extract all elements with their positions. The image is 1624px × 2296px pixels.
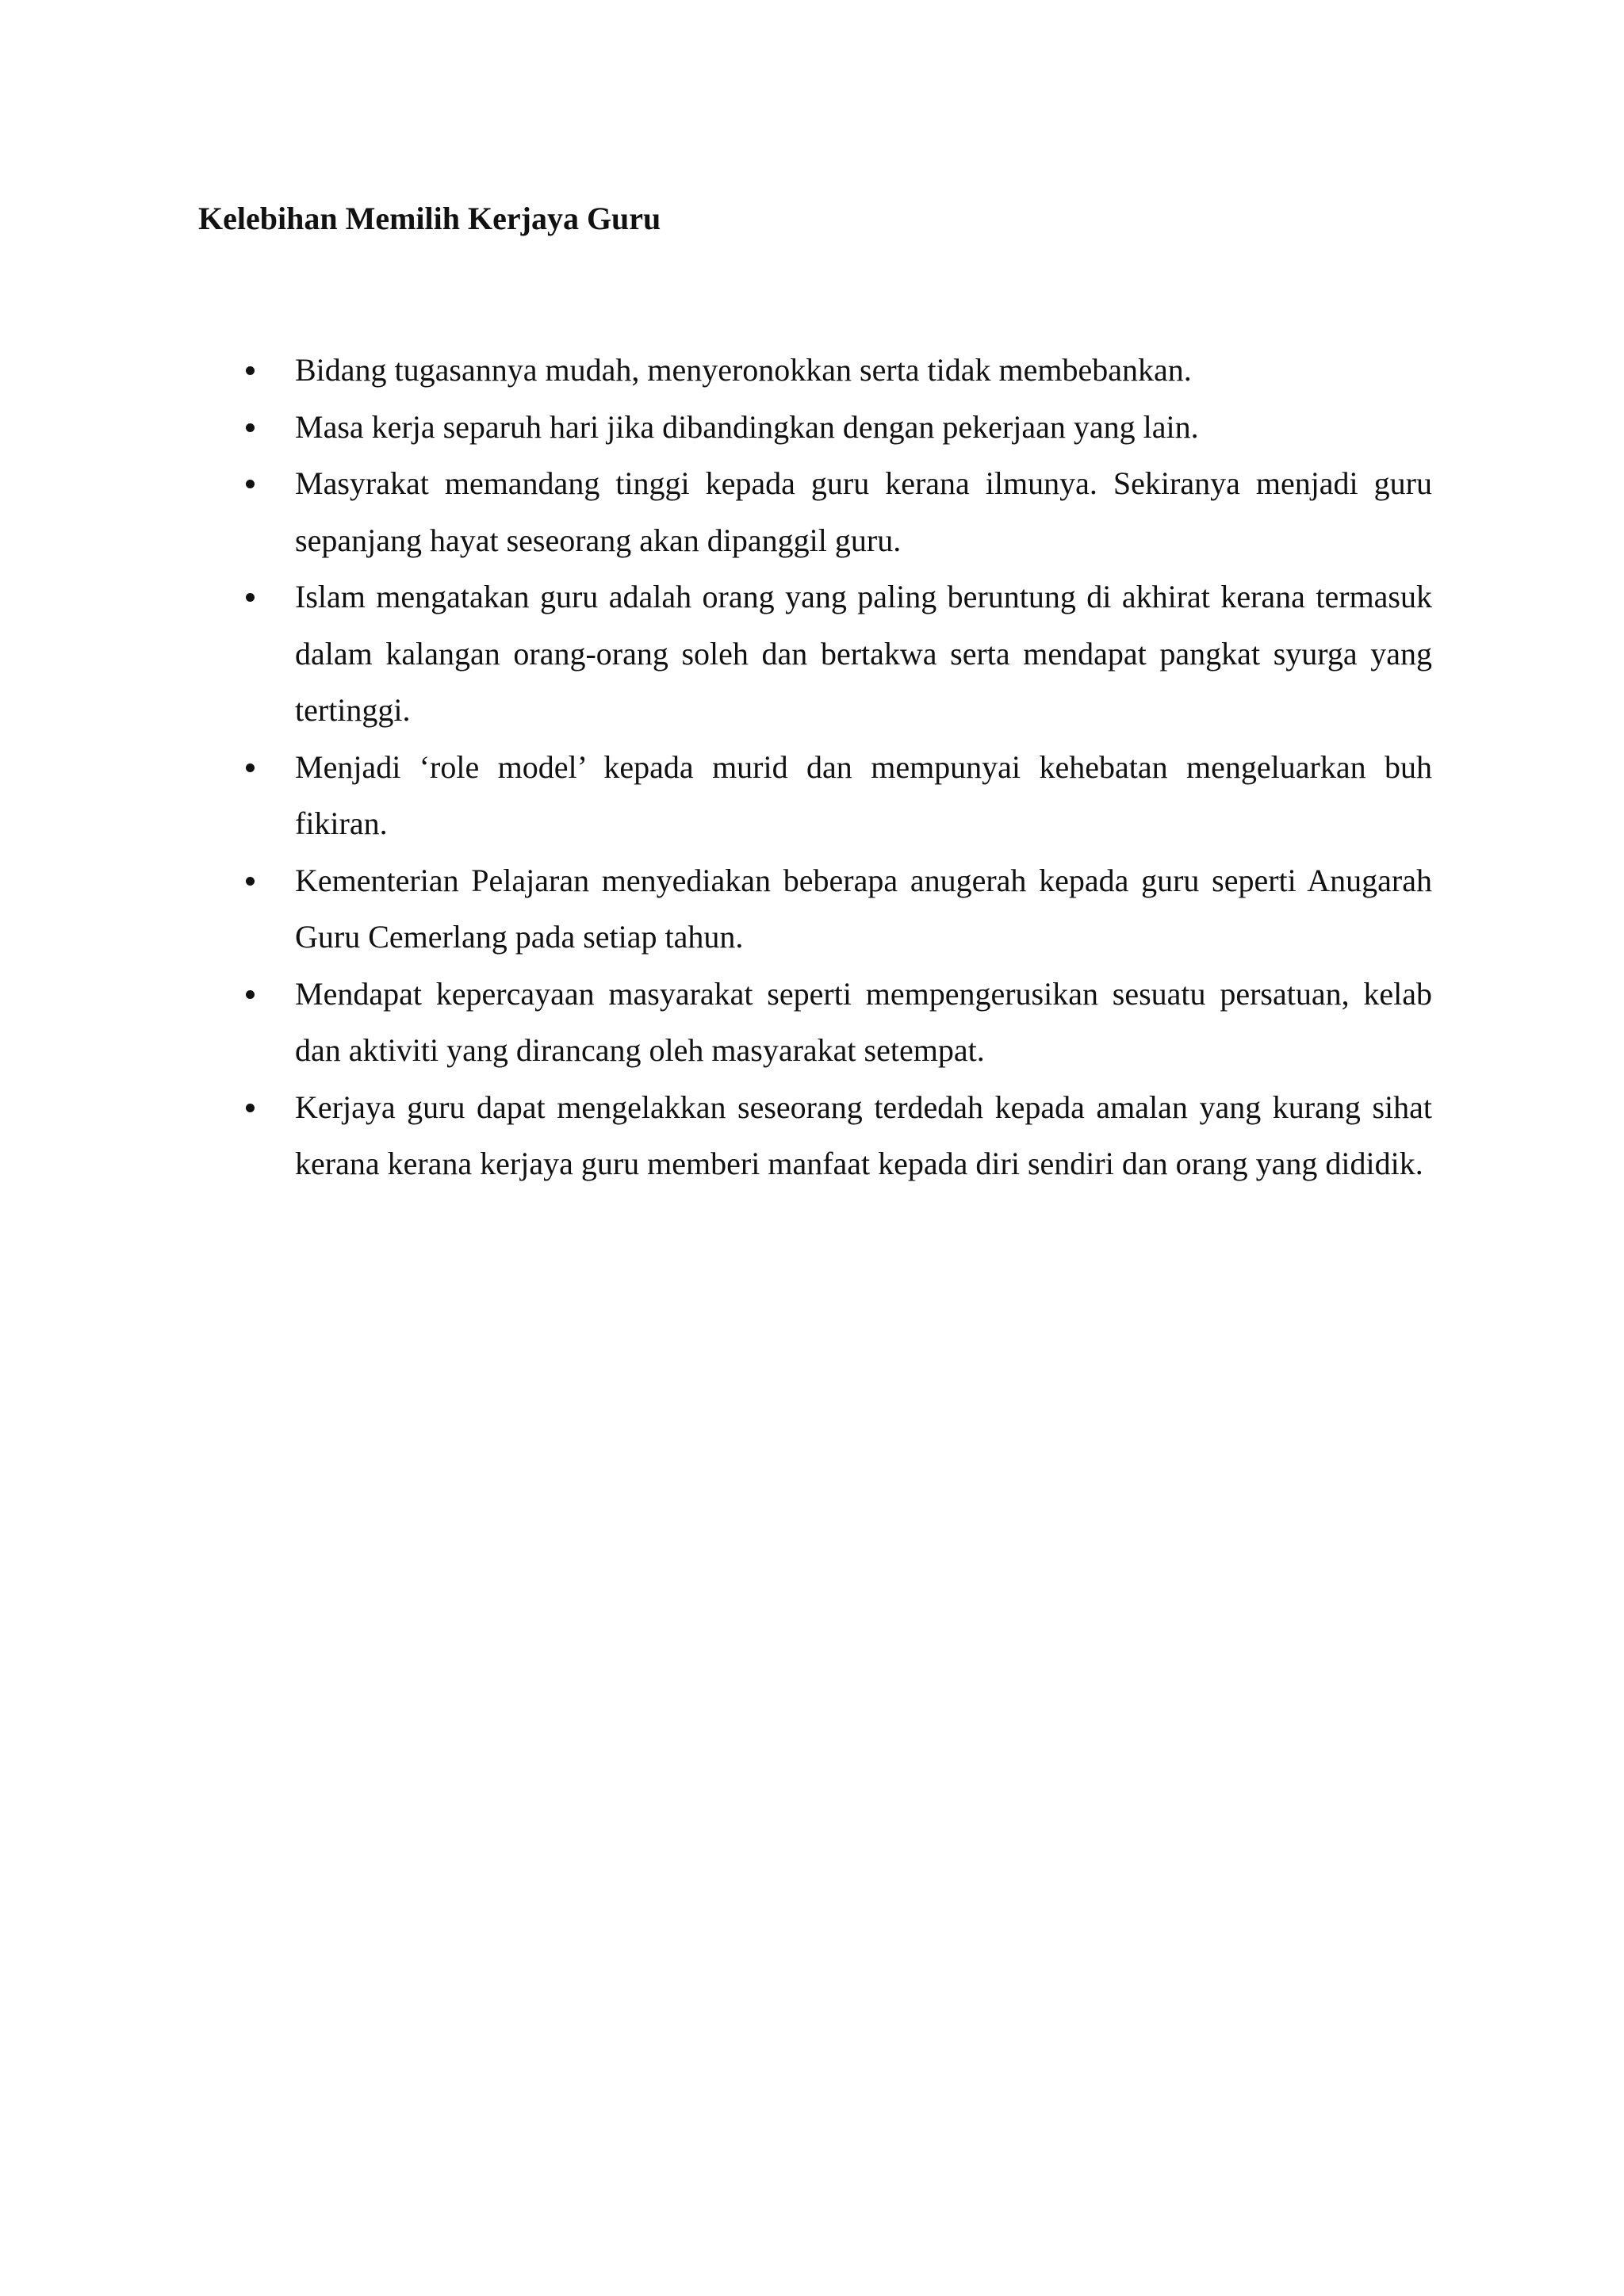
list-item <box>238 455 1432 568</box>
list-item-text: Mendapat kepercayaan masyarakat seperti mempengerusikan sesuatu persatuan, kelab dan aktiviti yang dirancang oleh masyarakat setempat. <box>295 975 1432 1068</box>
list-item-text: Masyrakat memandang tinggi kepada guru kerana ilmunya. Sekiranya menjadi guru sepanjang hayat seseorang akan dipanggil guru. <box>295 465 1432 558</box>
document-title: Kelebihan Memilih Kerjaya Guru <box>198 201 661 236</box>
bullet-icon <box>246 877 255 886</box>
list-item <box>238 568 1432 739</box>
bullet-icon <box>246 366 255 375</box>
bullet-icon <box>246 423 255 432</box>
bullet-icon <box>246 480 255 488</box>
list-item-text: Menjadi ‘role model’ kepada murid dan mempunyai kehebatan mengeluarkan buh fikiran. <box>295 748 1432 841</box>
list-item <box>238 399 1432 456</box>
list-item <box>238 739 1432 852</box>
bullet-list <box>238 342 1432 1192</box>
bullet-icon <box>246 593 255 602</box>
list-item <box>238 1079 1432 1192</box>
bullet-icon <box>246 990 255 999</box>
list-item-text: Kementerian Pelajaran menyediakan beberapa anugerah kepada guru seperti Anugarah Guru Cemerlang pada setiap tahun. <box>295 862 1432 955</box>
list-item-text: Kerjaya guru dapat mengelakkan seseorang terdedah kepada amalan yang kurang sihat kerana kerana kerjaya guru memberi manfaat kepada diri sendiri dan orang yang dididik. <box>295 1089 1432 1181</box>
bullet-icon <box>246 763 255 772</box>
list-item-text: Bidang tugasannya mudah, menyeronokkan serta tidak membebankan. <box>295 352 1192 388</box>
list-item <box>238 342 1432 399</box>
bullet-icon <box>246 1104 255 1112</box>
list-item <box>238 966 1432 1079</box>
list-item-text: Islam mengatakan guru adalah orang yang paling beruntung di akhirat kerana termasuk dalam kalangan orang-orang soleh dan bertakwa serta mendapat pangkat syurga yang tertinggi. <box>295 579 1432 728</box>
list-item-text: Masa kerja separuh hari jika dibandingkan dengan pekerjaan yang lain. <box>295 408 1199 445</box>
list-item <box>238 852 1432 966</box>
